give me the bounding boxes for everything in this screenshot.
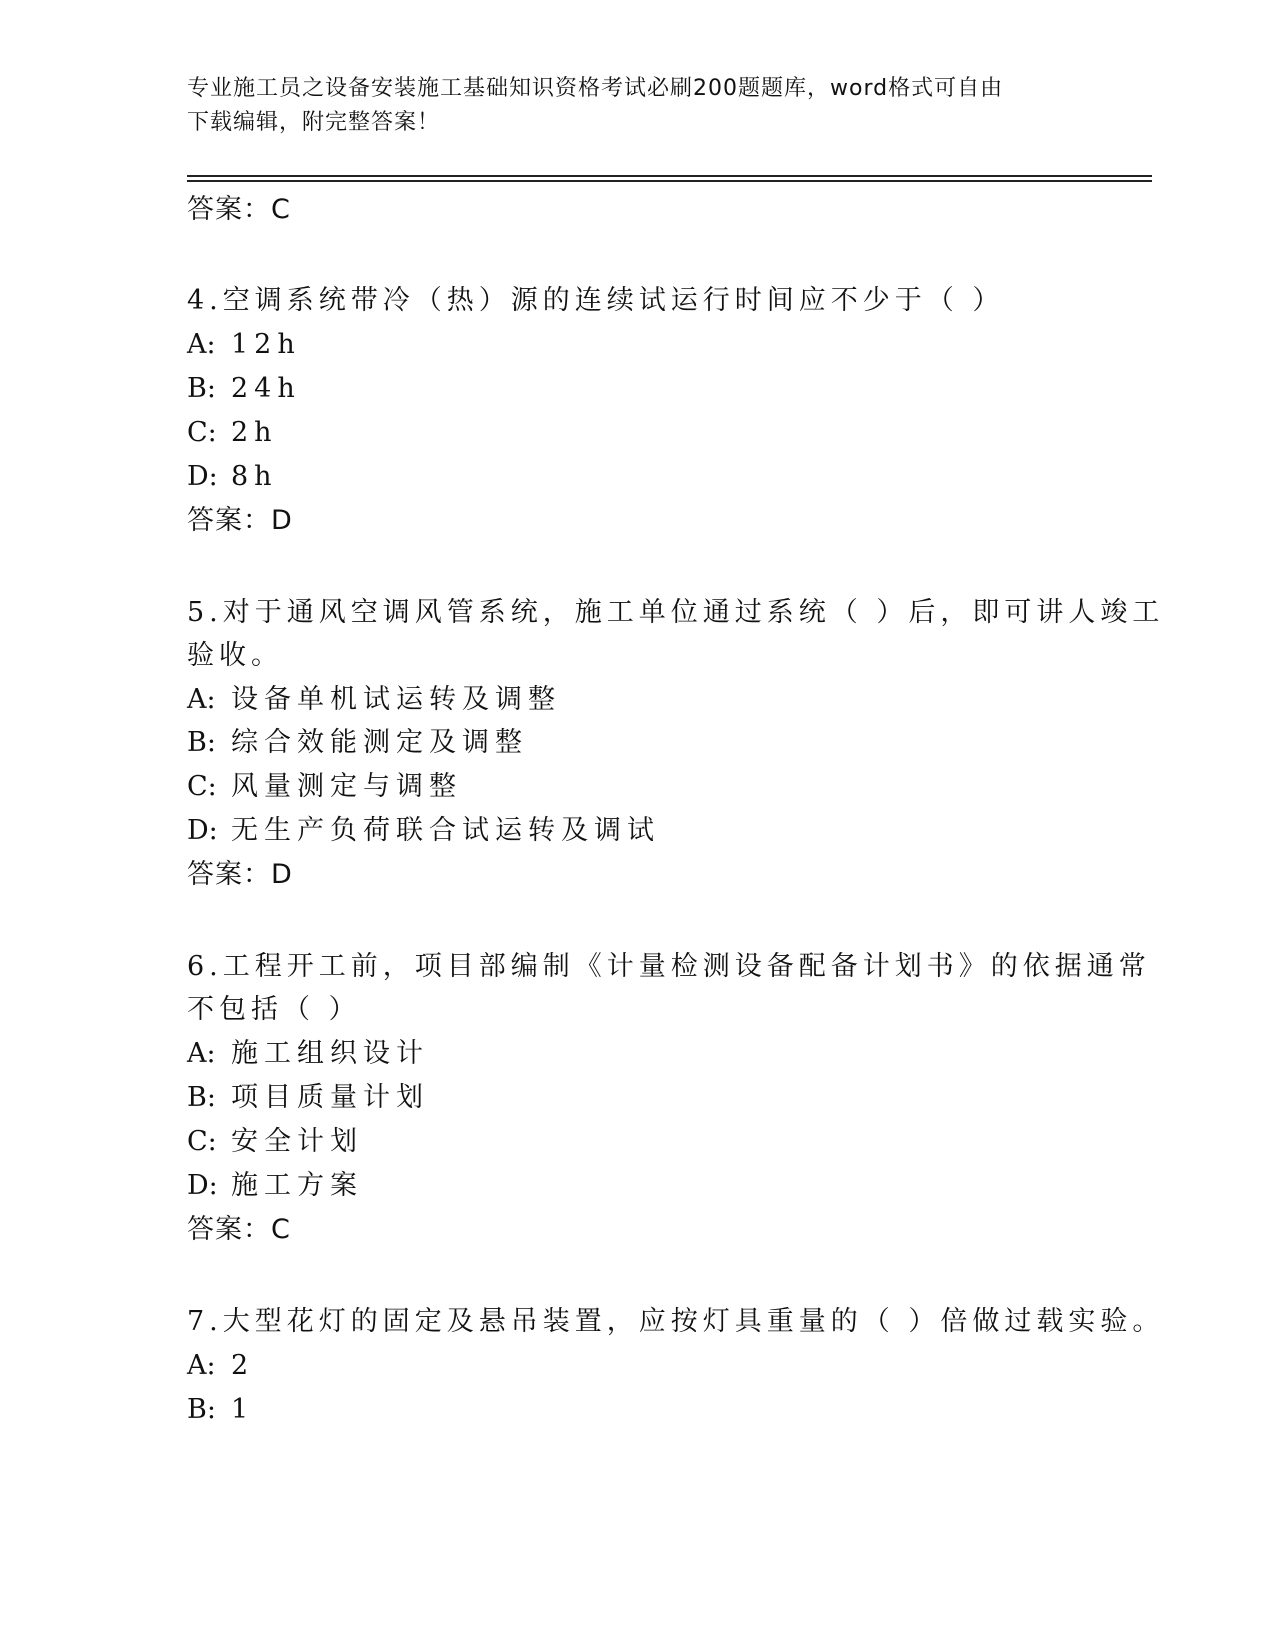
header-divider-bottom <box>187 180 1152 182</box>
question-4-option-c <box>187 413 278 453</box>
question-5-stem-line-2: 验收。 <box>187 640 283 671</box>
question-5-option-c <box>187 767 462 807</box>
option-letter: A: <box>187 329 216 360</box>
answer-q3: 答案：C <box>187 194 291 225</box>
question-6-option-c <box>187 1122 363 1162</box>
question-7-option-a <box>187 1346 254 1386</box>
option-text: 设备单机试运转及调整 <box>231 684 561 715</box>
question-6-option-d <box>187 1166 363 1206</box>
option-text: 综合效能测定及调整 <box>231 727 528 758</box>
question-6-stem-line-1: 6.工程开工前，项目部编制《计量检测设备配备计划书》的依据通常 <box>187 951 1151 982</box>
option-text: 24h <box>231 373 301 404</box>
option-text: 安全计划 <box>231 1126 363 1157</box>
header-divider-top <box>187 175 1152 177</box>
option-letter: B: <box>187 373 216 404</box>
option-text: 8h <box>231 461 278 492</box>
option-letter: A: <box>187 1350 216 1381</box>
option-text: 1 <box>231 1394 255 1425</box>
option-text: 风量测定与调整 <box>231 771 462 802</box>
option-letter: C: <box>187 1126 217 1157</box>
document-title-line-2: 下载编辑，附完整答案！ <box>187 110 441 135</box>
question-6-option-a <box>187 1034 429 1074</box>
answer-q5: 答案：D <box>187 859 293 890</box>
option-letter: D: <box>187 461 218 492</box>
document-title-line-1: 专业施工员之设备安装施工基础知识资格考试必刷200题题库，word格式可自由 <box>187 76 1004 101</box>
question-5-option-b <box>187 723 528 763</box>
question-5-option-d <box>187 811 660 851</box>
question-4-option-d <box>187 457 278 497</box>
answer-q4: 答案：D <box>187 505 293 536</box>
option-text: 2 <box>231 1350 255 1381</box>
option-letter: B: <box>187 727 216 758</box>
option-letter: B: <box>187 1082 216 1113</box>
question-4-stem: 4.空调系统带冷（热）源的连续试运行时间应不少于（ ） <box>187 285 1005 316</box>
question-4-option-b <box>187 369 301 409</box>
option-text: 12h <box>231 329 301 360</box>
question-4-option-a <box>187 325 301 365</box>
option-text: 无生产负荷联合试运转及调试 <box>231 815 660 846</box>
option-letter: B: <box>187 1394 216 1425</box>
question-7-option-b <box>187 1390 254 1430</box>
question-5-stem-line-1: 5.对于通风空调风管系统，施工单位通过系统（ ）后，即可讲人竣工 <box>187 597 1165 628</box>
question-6-stem-line-2: 不包括（ ） <box>187 994 361 1025</box>
option-letter: C: <box>187 417 217 448</box>
option-letter: D: <box>187 1170 218 1201</box>
option-text: 项目质量计划 <box>231 1082 429 1113</box>
answer-q6: 答案：C <box>187 1214 291 1245</box>
option-text: 施工组织设计 <box>231 1038 429 1069</box>
question-6-option-b <box>187 1078 429 1118</box>
question-5-option-a <box>187 680 561 720</box>
question-7-stem: 7.大型花灯的固定及悬吊装置，应按灯具重量的（ ）倍做过载实验。 <box>187 1306 1165 1337</box>
option-letter: D: <box>187 815 218 846</box>
option-letter: C: <box>187 771 217 802</box>
option-letter: A: <box>187 684 216 715</box>
option-text: 施工方案 <box>231 1170 363 1201</box>
option-text: 2h <box>231 417 278 448</box>
option-letter: A: <box>187 1038 216 1069</box>
